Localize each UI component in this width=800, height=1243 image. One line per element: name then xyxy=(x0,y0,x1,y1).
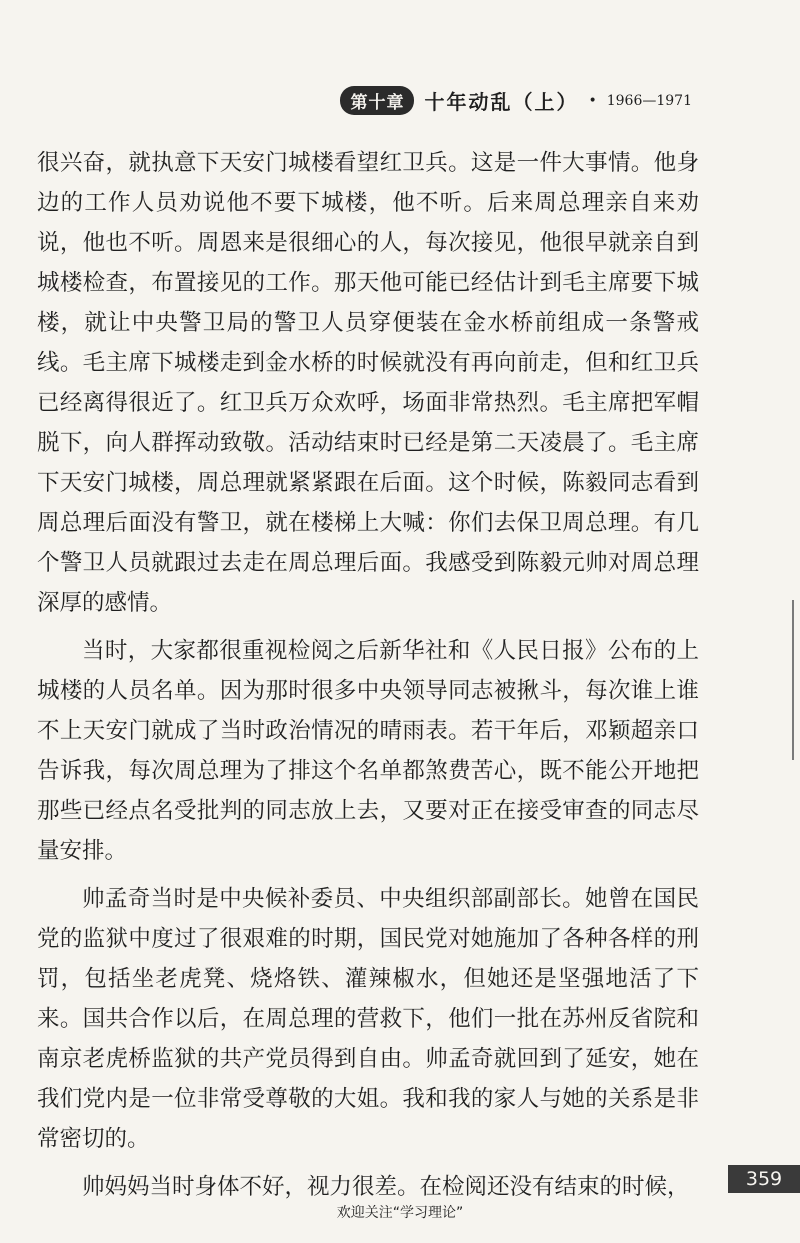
paragraph-1: 很兴奋，就执意下天安门城楼看望红卫兵。这是一件大事情。他身边的工作人员劝说他不要下城楼，他不听。后来周总理亲自来劝说，他也不听。周恩来是很细心的人，每次接见，他很早就亲自到城楼检查，布置接见的工作。那天他可能已经估计到毛主席要下城楼，就让中央警卫局的警卫人员穿便装在金水桥前组成一条警戒线。毛主席下城楼走到金水桥的时候就没有再向前走，但和红卫兵已经离得很近了。红卫兵万众欢呼，场面非常热烈。毛主席把军帽脱下，向人群挥动致敬。活动结束时已经是第二天凌晨了。毛主席下天安门城楼，周总理就紧紧跟在后面。这个时候，陈毅同志看到周总理后面没有警卫，就在楼梯上大喊：你们去保卫周总理。有几个警卫人员就跟过去走在周总理后面。我感受到陈毅元帅对周总理深厚的感情。 xyxy=(37,150,699,616)
page-number: 359 xyxy=(728,1165,800,1193)
body-text xyxy=(37,143,699,1215)
paragraph-2: 当时，大家都很重视检阅之后新华社和《人民日报》公布的上城楼的人员名单。因为那时很多中央领导同志被揪斗，每次谁上谁不上天安门就成了当时政治情况的晴雨表。若干年后，邓颖超亲口告诉我，每次周总理为了排这个名单都煞费苦心，既不能公开地把那些已经点名受批判的同志放上去，又要对正在接受审查的同志尽量安排。 xyxy=(37,638,699,864)
footer-text: 欢迎关注“学习理论” xyxy=(336,1205,464,1221)
chapter-years: 1966—1971 xyxy=(606,92,692,109)
paragraph-4: 帅妈妈当时身体不好，视力很差。在检阅还没有结束的时候， xyxy=(82,1174,690,1200)
running-header xyxy=(340,86,692,115)
header-separator: • xyxy=(588,92,597,109)
page-edge-mark xyxy=(792,600,794,760)
chapter-title: 十年动乱（上） xyxy=(424,90,579,114)
paragraph-3: 帅孟奇当时是中央候补委员、中央组织部副部长。她曾在国民党的监狱中度过了很艰难的时期，国民党对她施加了各种各样的刑罚，包括坐老虎凳、烧烙铁、灌辣椒水，但她还是坚强地活了下来。国共合作以后，在周总理的营救下，他们一批在苏州反省院和南京老虎桥监狱的共产党员得到自由。帅孟奇就回到了延安，她在我们党内是一位非常受尊敬的大姐。我和我的家人与她的关系是非常密切的。 xyxy=(37,886,699,1152)
chapter-badge: 第十章 xyxy=(340,86,414,115)
